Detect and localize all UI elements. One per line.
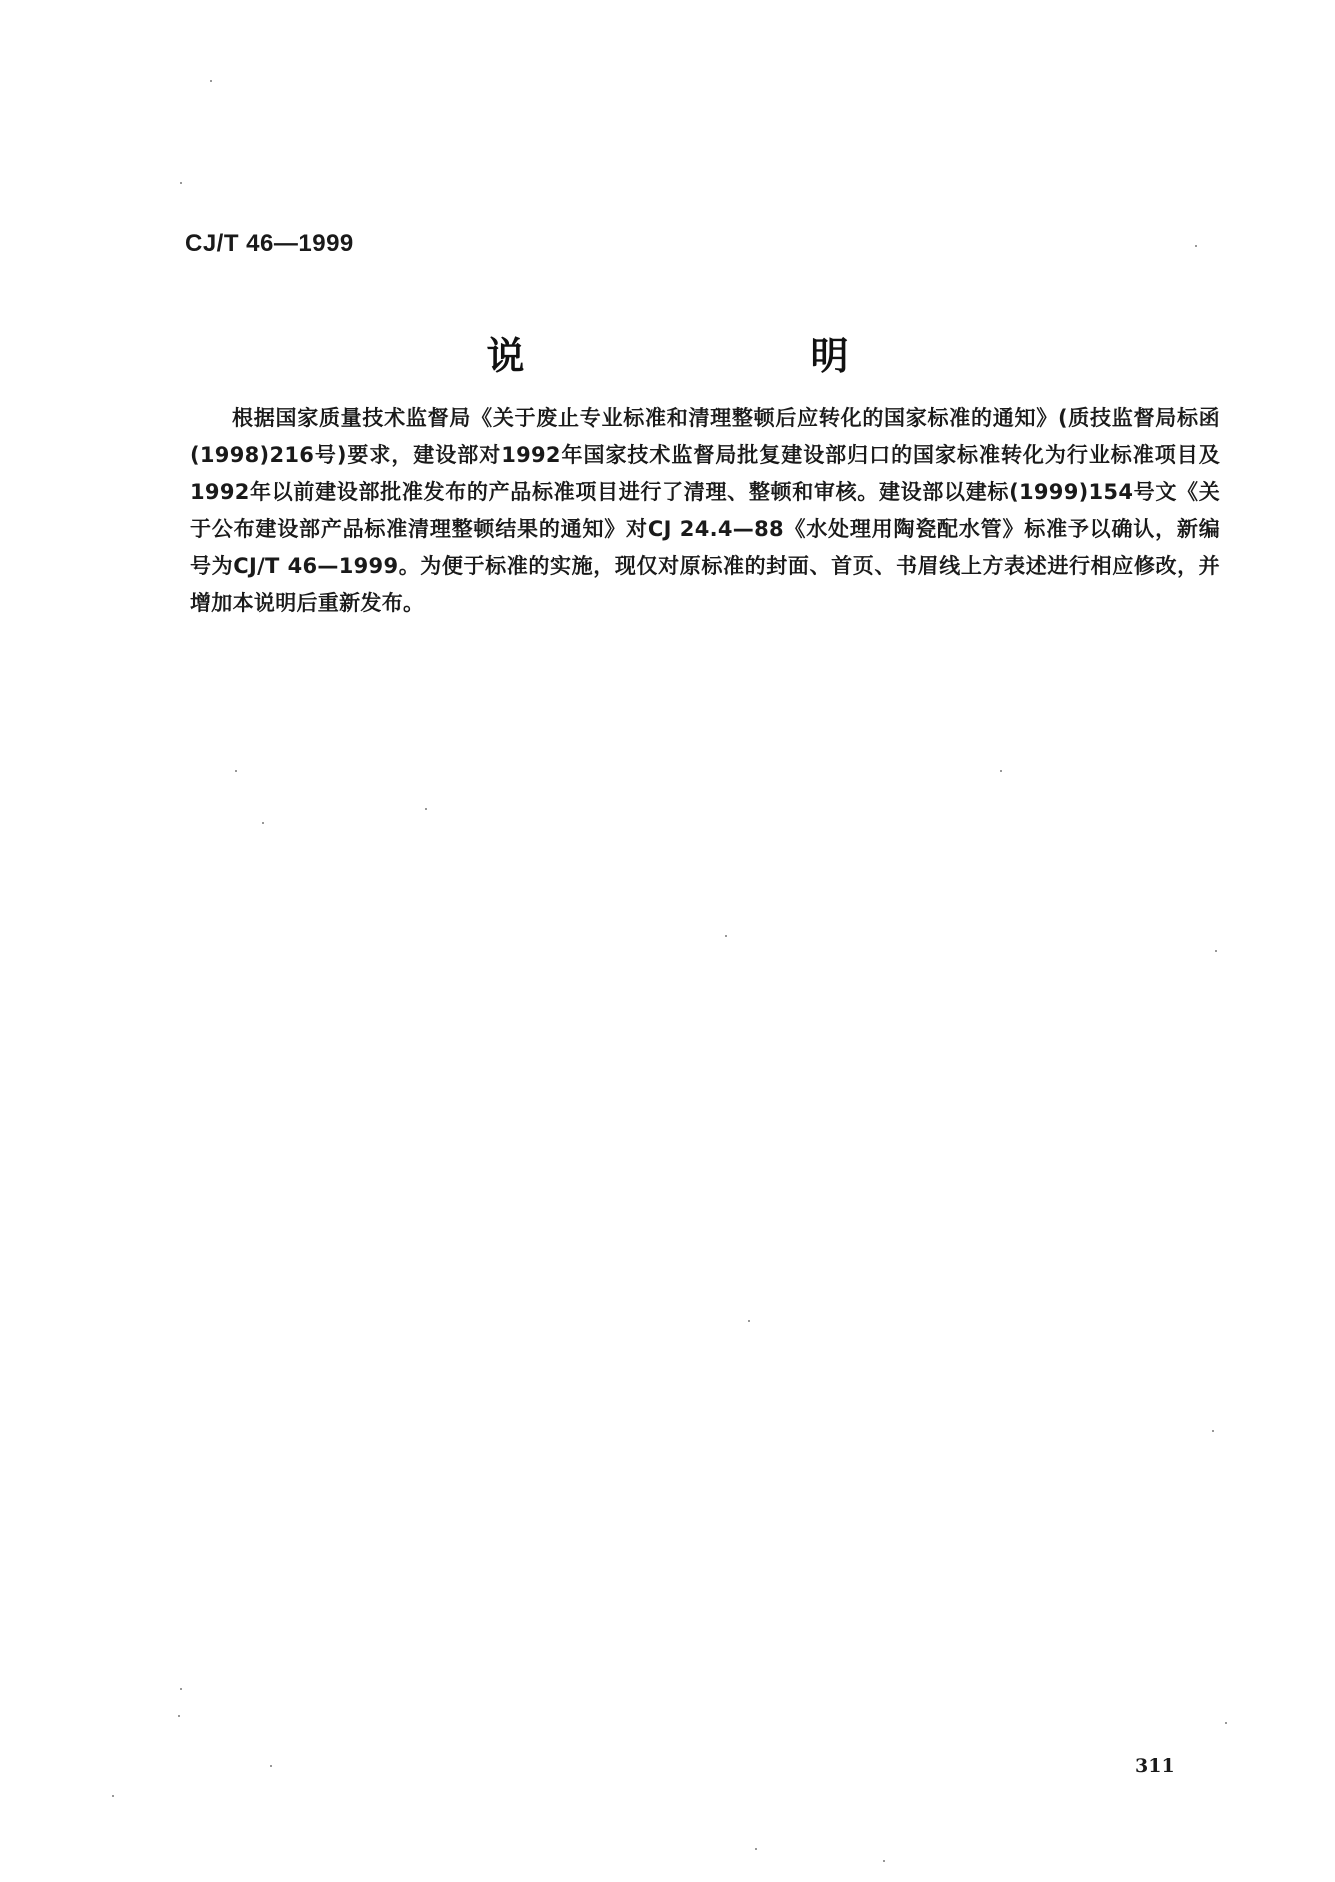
scan-speck xyxy=(210,80,212,82)
scan-speck xyxy=(755,1848,757,1850)
scan-speck xyxy=(725,935,727,937)
scan-speck xyxy=(1195,245,1197,247)
scan-speck xyxy=(883,1860,885,1862)
explanation-paragraph: 根据国家质量技术监督局《关于废止专业标准和清理整顿后应转化的国家标准的通知》(质技监督局标函(1998)216号)要求，建设部对1992年国家技术监督局批复建设部归口的国家标准转化为行业标准项目及1992年以前建设部批准发布的产品标准项目进行了清理、整顿和审核。建设部以建标(1999)154号文《关于公布建设部产品标准清理整顿结果的通知》对CJ 24.4—88《水处理用陶瓷配水管》标准予以确认，新编号为CJ/T 46—1999。为便于标准的实施，现仅对原标准的封面、首页、书眉线上方表述进行相应修改，并增加本说明后重新发布。 xyxy=(190,406,1220,615)
scan-speck xyxy=(425,808,427,810)
scan-speck xyxy=(178,1715,180,1717)
scan-speck xyxy=(748,1320,750,1322)
scan-speck xyxy=(112,1795,114,1797)
scan-speck xyxy=(1000,770,1002,772)
scan-speck xyxy=(1225,1722,1227,1724)
scan-speck xyxy=(270,1765,272,1767)
scan-speck xyxy=(180,1688,182,1690)
page-title: 说 明 xyxy=(486,334,919,378)
standard-code: CJ/T 46—1999 xyxy=(185,230,354,257)
page-number: 311 xyxy=(1135,1755,1175,1777)
scan-speck xyxy=(180,182,182,184)
scan-speck xyxy=(1212,1430,1214,1432)
scan-speck xyxy=(235,770,237,772)
scan-speck xyxy=(262,822,264,824)
scan-speck xyxy=(1215,950,1217,952)
